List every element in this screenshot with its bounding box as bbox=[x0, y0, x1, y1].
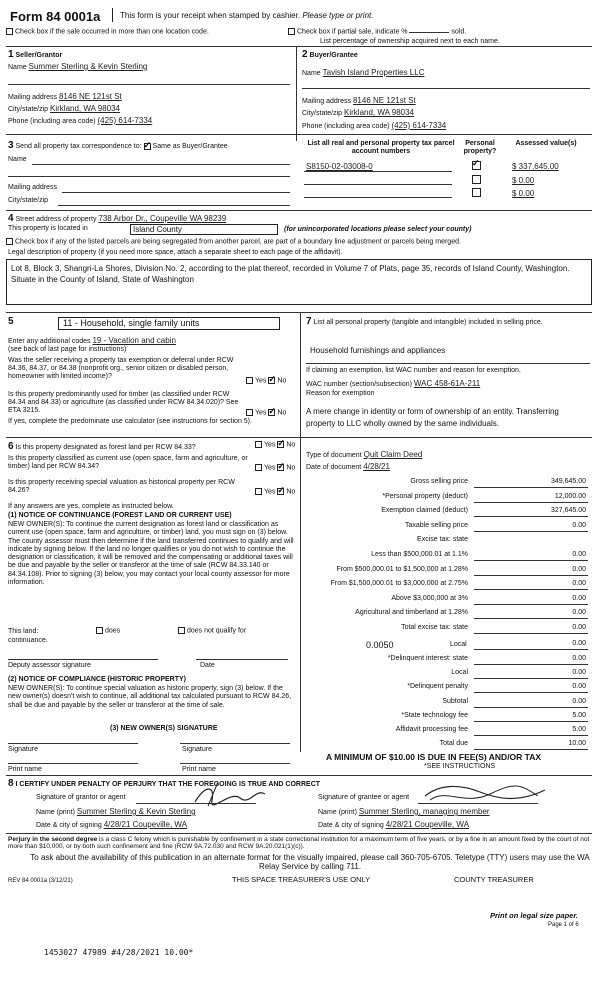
revision-label: REV 84 0001a (3/12/21) bbox=[8, 878, 73, 884]
tax-row-line bbox=[474, 604, 588, 605]
seller-name-line-2 bbox=[8, 84, 290, 85]
tax-row-value[interactable]: 12,000.00 bbox=[554, 492, 586, 500]
tax-row2-label: *Delinquent penalty bbox=[407, 683, 468, 691]
buyer-city-row: City/state/zip Kirkland, WA 98034 bbox=[302, 108, 414, 117]
new-owner-sig-title: (3) NEW OWNER(S) SIGNATURE bbox=[110, 725, 218, 732]
personal-checkbox-3[interactable] bbox=[472, 188, 481, 197]
owner-signature-label-1: Signature bbox=[8, 746, 38, 753]
grantee-name-field[interactable]: Summer Sterling, managing member bbox=[358, 807, 490, 816]
correspondence-row: 3 Send all property tax correspondence to: ✓ Same as Buyer/Grantee bbox=[8, 140, 228, 152]
tax-row-value[interactable]: 0.00 bbox=[572, 624, 586, 631]
treasurer-use-label: THIS SPACE TREASURER'S USE ONLY bbox=[232, 875, 371, 884]
tax-row2-label: Subtotal bbox=[442, 697, 468, 705]
addl-codes-note: (see back of last page for instructions) bbox=[8, 346, 127, 353]
seller-city-field[interactable]: Kirkland, WA 98034 bbox=[50, 104, 120, 113]
assessed-col-header: Assessed value(s) bbox=[515, 140, 577, 147]
tax-row-line bbox=[474, 575, 588, 576]
header-rule bbox=[6, 46, 592, 47]
see-instructions: *SEE INSTRUCTIONS bbox=[424, 763, 496, 770]
tax-row-label: Excise tax: state bbox=[417, 536, 468, 544]
seller-name-field[interactable]: Summer Sterling & Kevin Sterling bbox=[28, 62, 148, 71]
buyer-heading: 2 Buyer/Grantee bbox=[302, 49, 358, 60]
tax-row-line bbox=[474, 618, 588, 619]
perjury-statement: Perjury in the second degree is a class C felony which is punishable by confinement in a state correctional institution for a maximum term of five years, or by a fine in an amount fixed by the court of not more than $10,000, or by both such confinement and fine (RCW 9A.72.030 and RCW 9A.20.021(1)(c)). bbox=[8, 836, 590, 851]
owner-print-label-1: Print name bbox=[8, 766, 42, 773]
parcel-line-1 bbox=[304, 171, 452, 172]
buyer-name-line-2 bbox=[302, 88, 590, 89]
forest-yes-checkbox[interactable] bbox=[255, 441, 262, 448]
tax-row2-line bbox=[474, 749, 588, 750]
wac-row: WAC number (section/subsection) WAC 458-61A-211 bbox=[306, 379, 481, 388]
tax-row-line bbox=[474, 560, 588, 561]
buyer-mail-field[interactable]: 8146 NE 121st St bbox=[352, 96, 416, 105]
tax-row-label: Agricultural and timberland at 1.28% bbox=[355, 609, 468, 617]
grantor-name-row: Name (print) Summer Sterling & Kevin Sterling bbox=[36, 807, 196, 816]
grantee-date-row: Date & city of signing 4/28/21 Coupeville, WA bbox=[318, 820, 470, 829]
s3-name-row: Name bbox=[8, 156, 27, 163]
tax-row2-value[interactable]: 0.00 bbox=[572, 655, 586, 662]
legal-paper-note: Print on legal size paper. bbox=[490, 911, 578, 920]
continuance-label: continuance. bbox=[8, 637, 48, 644]
buyer-city-field[interactable]: Kirkland, WA 98034 bbox=[344, 108, 414, 117]
addl-codes-field[interactable]: 19 - Vacation and cabin bbox=[92, 336, 176, 345]
tax-row2-line bbox=[474, 678, 588, 679]
tax-row2-line bbox=[474, 735, 588, 736]
deputy-date-label: Date bbox=[200, 662, 215, 669]
personal-checkbox-1[interactable] bbox=[472, 161, 481, 170]
tax-row-line bbox=[474, 589, 588, 590]
exemption-claim-label: If claiming an exemption, list WAC number and reason for exemption. bbox=[306, 367, 521, 374]
cashier-stamp: 1453027 47989 #4/28/2021 10.00* bbox=[44, 948, 194, 957]
compliance-title: (2) NOTICE OF COMPLIANCE (HISTORIC PROPERTY) bbox=[8, 676, 186, 683]
tax-row-value[interactable]: 0.00 bbox=[572, 580, 586, 588]
s3-city-line bbox=[58, 205, 290, 206]
form-title: Form 84 0001a bbox=[10, 9, 101, 24]
seller-name-row: Name Summer Sterling & Kevin Sterling bbox=[8, 62, 148, 71]
tax-row2-label: Local bbox=[451, 669, 468, 677]
wac-field[interactable]: WAC 458-61A-211 bbox=[413, 379, 481, 388]
forest-no-checkbox[interactable] bbox=[277, 441, 284, 448]
rule-before-doc bbox=[300, 437, 592, 438]
compliance-body: NEW OWNER(S): To continue special valuation as historic property, sign (3) below. If the new owner(s) doesn't wish to continue, all additional tax calculated pursuant to RCW 84.26, shall be due and payable by the seller or transferor at the time of sale. bbox=[8, 685, 292, 709]
col-divider-top bbox=[296, 46, 297, 141]
tax-row-line bbox=[474, 633, 588, 634]
personal-checkbox-2[interactable] bbox=[472, 175, 481, 184]
tax-row-value[interactable]: 349,645.00 bbox=[550, 478, 586, 485]
same-as-buyer-checkbox[interactable] bbox=[144, 143, 151, 150]
this-land-label: This land: bbox=[8, 628, 39, 635]
addl-codes-row: Enter any additional codes 19 - Vacation and cabin bbox=[8, 336, 176, 345]
parcel-col-header: List all real and personal property tax parcel account numbers bbox=[307, 140, 455, 156]
minimum-due-note: A MINIMUM OF $10.00 IS DUE IN FEE(S) AND/OR TAX bbox=[326, 752, 542, 762]
tax-row-line bbox=[474, 487, 588, 488]
timber-no-checkbox[interactable] bbox=[268, 409, 275, 416]
exemption-no-checkbox[interactable] bbox=[268, 377, 275, 384]
buyer-name-field[interactable]: Tavish Island Properties LLC bbox=[322, 68, 425, 77]
local-rate: 0.0050 bbox=[366, 640, 394, 650]
owner-sig-line-1 bbox=[8, 743, 138, 744]
personal-property-line bbox=[306, 363, 590, 364]
grantor-date-field[interactable]: 4/28/21 Coupeville, WA bbox=[103, 820, 188, 829]
assessed-value-2[interactable]: $ 0.00 bbox=[512, 176, 535, 185]
header-divider bbox=[112, 8, 113, 22]
tax-row2-label: *Delinquent interest: state bbox=[387, 655, 468, 662]
continuance-body: NEW OWNER(S): To continue the current designation as forest land or classification as current use (open space, farm and agriculture, or timber) land, you must sign on (3) below. The county assessor must then determine if the land transferred continues to qualify and will indicate by signing below. If the land no longer qualifies or you do not wish to continue the designation or classification, it will be removed and the compensating or additional taxes will be due and payable by the seller or transferor at the time of sale (RCW 84.33.140 or 84.34.108). Prior to signing (3) below, you may contact your local county assessor for more information. bbox=[8, 521, 294, 586]
tax-row-label: Gross selling price bbox=[410, 478, 468, 485]
does-not-row: does not qualify for bbox=[178, 627, 246, 635]
tax-row-label: Taxable selling price bbox=[404, 521, 468, 529]
seller-heading: 1 Seller/Grantor bbox=[8, 49, 63, 60]
owner-signature-label-2: Signature bbox=[182, 746, 212, 753]
parcel-number-1[interactable]: S8150-02-03008-0 bbox=[306, 162, 373, 171]
assessed-value-3[interactable]: $ 0.00 bbox=[512, 189, 535, 198]
personal-property-field[interactable]: Household furnishings and appliances bbox=[310, 346, 446, 355]
grantor-date-row: Date & city of signing 4/28/21 Coupeville, WA bbox=[36, 820, 188, 829]
current-use-yes-no: Yes ✓ No bbox=[255, 464, 295, 472]
tax-row2-value[interactable]: 10.00 bbox=[568, 740, 586, 748]
tax-row-value[interactable]: 0.00 bbox=[572, 609, 586, 617]
county-treasurer-label: COUNTY TREASURER bbox=[454, 875, 534, 884]
historic-question: Is this property receiving special valuation as historical property per RCW 84.26? bbox=[8, 479, 235, 495]
local-value[interactable]: 0.00 bbox=[572, 640, 586, 647]
buyer-phone-field[interactable]: (425) 614-7334 bbox=[391, 121, 447, 130]
tax-row-value[interactable]: 327,645.00 bbox=[550, 507, 586, 515]
s5-number: 5 bbox=[8, 316, 14, 327]
s3-mail-row: Mailing address bbox=[8, 184, 58, 191]
located-row: This property is located in bbox=[8, 225, 88, 232]
current-use-no-checkbox[interactable] bbox=[277, 464, 284, 471]
tax-row-value[interactable]: 0.00 bbox=[572, 594, 586, 602]
tax-row-label: Total excise tax: state bbox=[401, 624, 468, 631]
s3-name-line-2 bbox=[8, 176, 290, 177]
grantee-date-field[interactable]: 4/28/21 Coupeville, WA bbox=[385, 820, 470, 829]
buyer-name-row: Name Tavish Island Properties LLC bbox=[302, 68, 425, 77]
partial-sale-checkbox[interactable] bbox=[288, 28, 295, 35]
tax-row-label: Above $3,000,000 at 3% bbox=[391, 594, 468, 602]
grantee-signature[interactable] bbox=[420, 780, 550, 808]
s3-name-line bbox=[32, 164, 290, 165]
legal-description-line-1: Lot 8, Block 3, Shangri-La Shores, Division No. 2, according to the plat thereof, recorded in Volume 7 of Plats, page 35, records of Island County, Washington. bbox=[11, 264, 570, 273]
tax-row-label: *Personal property (deduct) bbox=[382, 492, 468, 500]
grantor-name-field[interactable]: Summer Sterling & Kevin Sterling bbox=[76, 807, 196, 816]
seller-mail-field[interactable]: 8146 NE 121st St bbox=[58, 92, 122, 101]
tax-row2-value[interactable]: 0.00 bbox=[572, 697, 586, 705]
forest-yes-no: Yes ✓ No bbox=[255, 441, 295, 449]
timber-note: If yes, complete the predominate use calculator (see instructions for section 5). bbox=[8, 418, 252, 425]
tax-row2-label: *State technology fee bbox=[401, 711, 468, 719]
timber-question: Is this property predominantly used for timber (as classified under RCW 84.34 and 84.33) or agriculture (as classified under RCW 84.34.020)? See ETA 3215. bbox=[8, 391, 239, 415]
owner-sig-line-2 bbox=[180, 743, 290, 744]
county-select[interactable]: Island County bbox=[130, 224, 278, 235]
doc-type-field[interactable]: Quit Claim Deed bbox=[363, 450, 423, 459]
reason-field[interactable]: A mere change in identity or form of ownership of an entity. Transferring property to LLC wholly owned by the same individuals. bbox=[306, 407, 559, 428]
street-field[interactable]: 738 Arbor Dr., Coupeville WA 98239 bbox=[98, 214, 227, 223]
current-use-question: Is this property classified as current use (open space, farm and agriculture, or timber) land per RCW 84.34? bbox=[8, 455, 248, 471]
tax-row2-line bbox=[474, 721, 588, 722]
rule-before-s6 bbox=[6, 437, 300, 438]
deputy-sig-line bbox=[8, 659, 158, 660]
owner-print-line-1 bbox=[8, 763, 138, 764]
exemption-yes-checkbox[interactable] bbox=[246, 377, 253, 384]
exemption-yes-no: Yes ✓ No bbox=[246, 377, 286, 385]
tax-row2-value[interactable]: 5.00 bbox=[572, 711, 586, 719]
historic-yes-no: Yes ✓ No bbox=[255, 488, 295, 496]
tax-row-label: From $1,500,000.01 to $3,000,000 at 2.75% bbox=[330, 580, 468, 588]
does-row: does bbox=[96, 627, 120, 635]
tax-row-label: From $500,000.01 to $1,500,000 at 1.28% bbox=[336, 565, 468, 573]
owner-print-line-2 bbox=[180, 763, 290, 764]
s3-mail-line bbox=[62, 192, 290, 193]
timber-yes-no: Yes ✓ No bbox=[246, 409, 286, 417]
more-location-row: Check box if the sale occurred in more than one location code. bbox=[6, 28, 209, 36]
doc-date-row: Date of document 4/28/21 bbox=[306, 462, 390, 471]
legal-description-box[interactable] bbox=[6, 259, 592, 305]
tax-row-line bbox=[474, 516, 588, 517]
does-checkbox[interactable] bbox=[96, 627, 103, 634]
certify-text: 8 I CERTIFY UNDER PENALTY OF PERJURY THAT THE FOREGOING IS TRUE AND CORRECT bbox=[8, 778, 321, 789]
seller-phone-row: Phone (including area code) (425) 614-7334 bbox=[8, 116, 153, 125]
historic-yes-checkbox[interactable] bbox=[255, 488, 262, 495]
receipt-text: This form is your receipt when stamped by cashier. Please type or print. bbox=[120, 11, 374, 20]
tax-row2-line bbox=[474, 707, 588, 708]
more-location-checkbox[interactable] bbox=[6, 28, 13, 35]
partial-sale-row: Check box if partial sale, indicate % sold. bbox=[288, 28, 466, 36]
historic-no-checkbox[interactable] bbox=[277, 488, 284, 495]
tax-row2-line bbox=[474, 664, 588, 665]
current-use-yes-checkbox[interactable] bbox=[255, 464, 262, 471]
seller-phone-field[interactable]: (425) 614-7334 bbox=[97, 116, 153, 125]
local-label: Local bbox=[450, 641, 467, 648]
seller-mail-row: Mailing address 8146 NE 121st St bbox=[8, 92, 122, 101]
tax-row2-line bbox=[474, 692, 588, 693]
rule-before-s5 bbox=[6, 312, 592, 313]
deputy-sig-label: Deputy assessor signature bbox=[8, 662, 91, 669]
alternate-format-note: To ask about the availability of this publication in an alternate format for the visually impaired, please call 360-705-6705. Teletype (TTY) users may use the WA Relay Service by calling 711. bbox=[30, 853, 590, 872]
page-number: Page 1 of 6 bbox=[548, 922, 579, 928]
personal-property-label: 7 List all personal property (tangible and intangible) included in selling price. bbox=[306, 316, 543, 327]
reason-label: Reason for exemption bbox=[306, 390, 375, 397]
if-yes-note: If any answers are yes, complete as instructed below. bbox=[8, 503, 174, 510]
tax-row-label: Exemption claimed (deduct) bbox=[381, 507, 468, 515]
grantee-name-row: Name (print) Summer Sterling, managing member bbox=[318, 807, 490, 816]
buyer-phone-row: Phone (including area code) (425) 614-7334 bbox=[302, 121, 447, 130]
legal-description-label: Legal description of property (if you need more space, attach a separate sheet to each page of the affidavit). bbox=[8, 249, 343, 256]
tax-row-label: Less than $500,000.01 at 1.1% bbox=[371, 551, 468, 558]
land-use-select[interactable]: 11 - Household, single family units bbox=[58, 317, 280, 330]
tax-row-line bbox=[474, 502, 588, 503]
segregated-checkbox[interactable] bbox=[6, 238, 13, 245]
tax-row2-value[interactable]: 0.00 bbox=[572, 669, 586, 677]
seller-city-row: City/state/zip Kirkland, WA 98034 bbox=[8, 104, 120, 113]
street-row: 4 Street address of property 738 Arbor Dr., Coupeville WA 98239 bbox=[8, 213, 227, 224]
assessed-value-1[interactable]: $ 337,645.00 bbox=[512, 162, 559, 171]
continuance-title: (1) NOTICE OF CONTINUANCE (FOREST LAND OR CURRENT USE) bbox=[8, 512, 232, 519]
rule-after-s3 bbox=[6, 210, 592, 211]
buyer-mail-row: Mailing address 8146 NE 121st St bbox=[302, 96, 416, 105]
tax-row-value[interactable]: 0.00 bbox=[572, 521, 586, 529]
timber-yes-checkbox[interactable] bbox=[246, 409, 253, 416]
rule-after-buyer bbox=[6, 134, 592, 135]
tax-row-line bbox=[474, 531, 588, 532]
tax-row-value[interactable]: 0.00 bbox=[572, 551, 586, 558]
parcel-line-3 bbox=[304, 197, 452, 198]
deputy-date-line bbox=[196, 659, 288, 660]
tax-row2-value[interactable]: 0.00 bbox=[572, 683, 586, 691]
exemption-question: Was the seller receiving a property tax exemption or deferral under RCW 84.36, 84.37, or 84.38 (nonprofit org., senior citizen or disabled person, homeowner with limited income)? bbox=[8, 357, 234, 381]
grantor-sig-label: Signature of grantor or agent bbox=[36, 794, 126, 801]
list-percentage: List percentage of ownership acquired next to each name. bbox=[320, 38, 500, 45]
grantee-sig-label: Signature of grantee or agent bbox=[318, 794, 410, 801]
personal-col-header: Personal property? bbox=[463, 140, 497, 156]
rule-before-footer bbox=[6, 833, 592, 834]
tax-row2-label: Total due bbox=[439, 740, 468, 748]
local-line bbox=[474, 649, 588, 650]
unincorporated-note: (for unincorporated locations please select your county) bbox=[284, 226, 472, 233]
rule-before-s8 bbox=[6, 775, 592, 776]
legal-description-line-2: Situate in the County of Island, State of Washington bbox=[11, 274, 194, 284]
owner-print-label-2: Print name bbox=[182, 766, 216, 773]
s3-city-row: City/state/zip bbox=[8, 197, 49, 204]
grantor-signature[interactable] bbox=[190, 780, 270, 810]
forest-question: 6 Is this property designated as forest land per RCW 84.33? bbox=[8, 441, 196, 452]
tax-row2-value[interactable]: 5.00 bbox=[572, 726, 586, 733]
does-not-checkbox[interactable] bbox=[178, 627, 185, 634]
tax-row-value[interactable]: 0.00 bbox=[572, 565, 586, 573]
tax-row2-label: Affidavit processing fee bbox=[395, 726, 468, 733]
doc-type-row: Type of document Quit Claim Deed bbox=[306, 450, 423, 459]
doc-date-field[interactable]: 4/28/21 bbox=[363, 462, 390, 471]
parcel-line-2 bbox=[304, 184, 452, 185]
segregated-row: Check box if any of the listed parcels are being segregated from another parcel, are part of a boundary line adjustment or parcels being merged. bbox=[6, 238, 461, 246]
